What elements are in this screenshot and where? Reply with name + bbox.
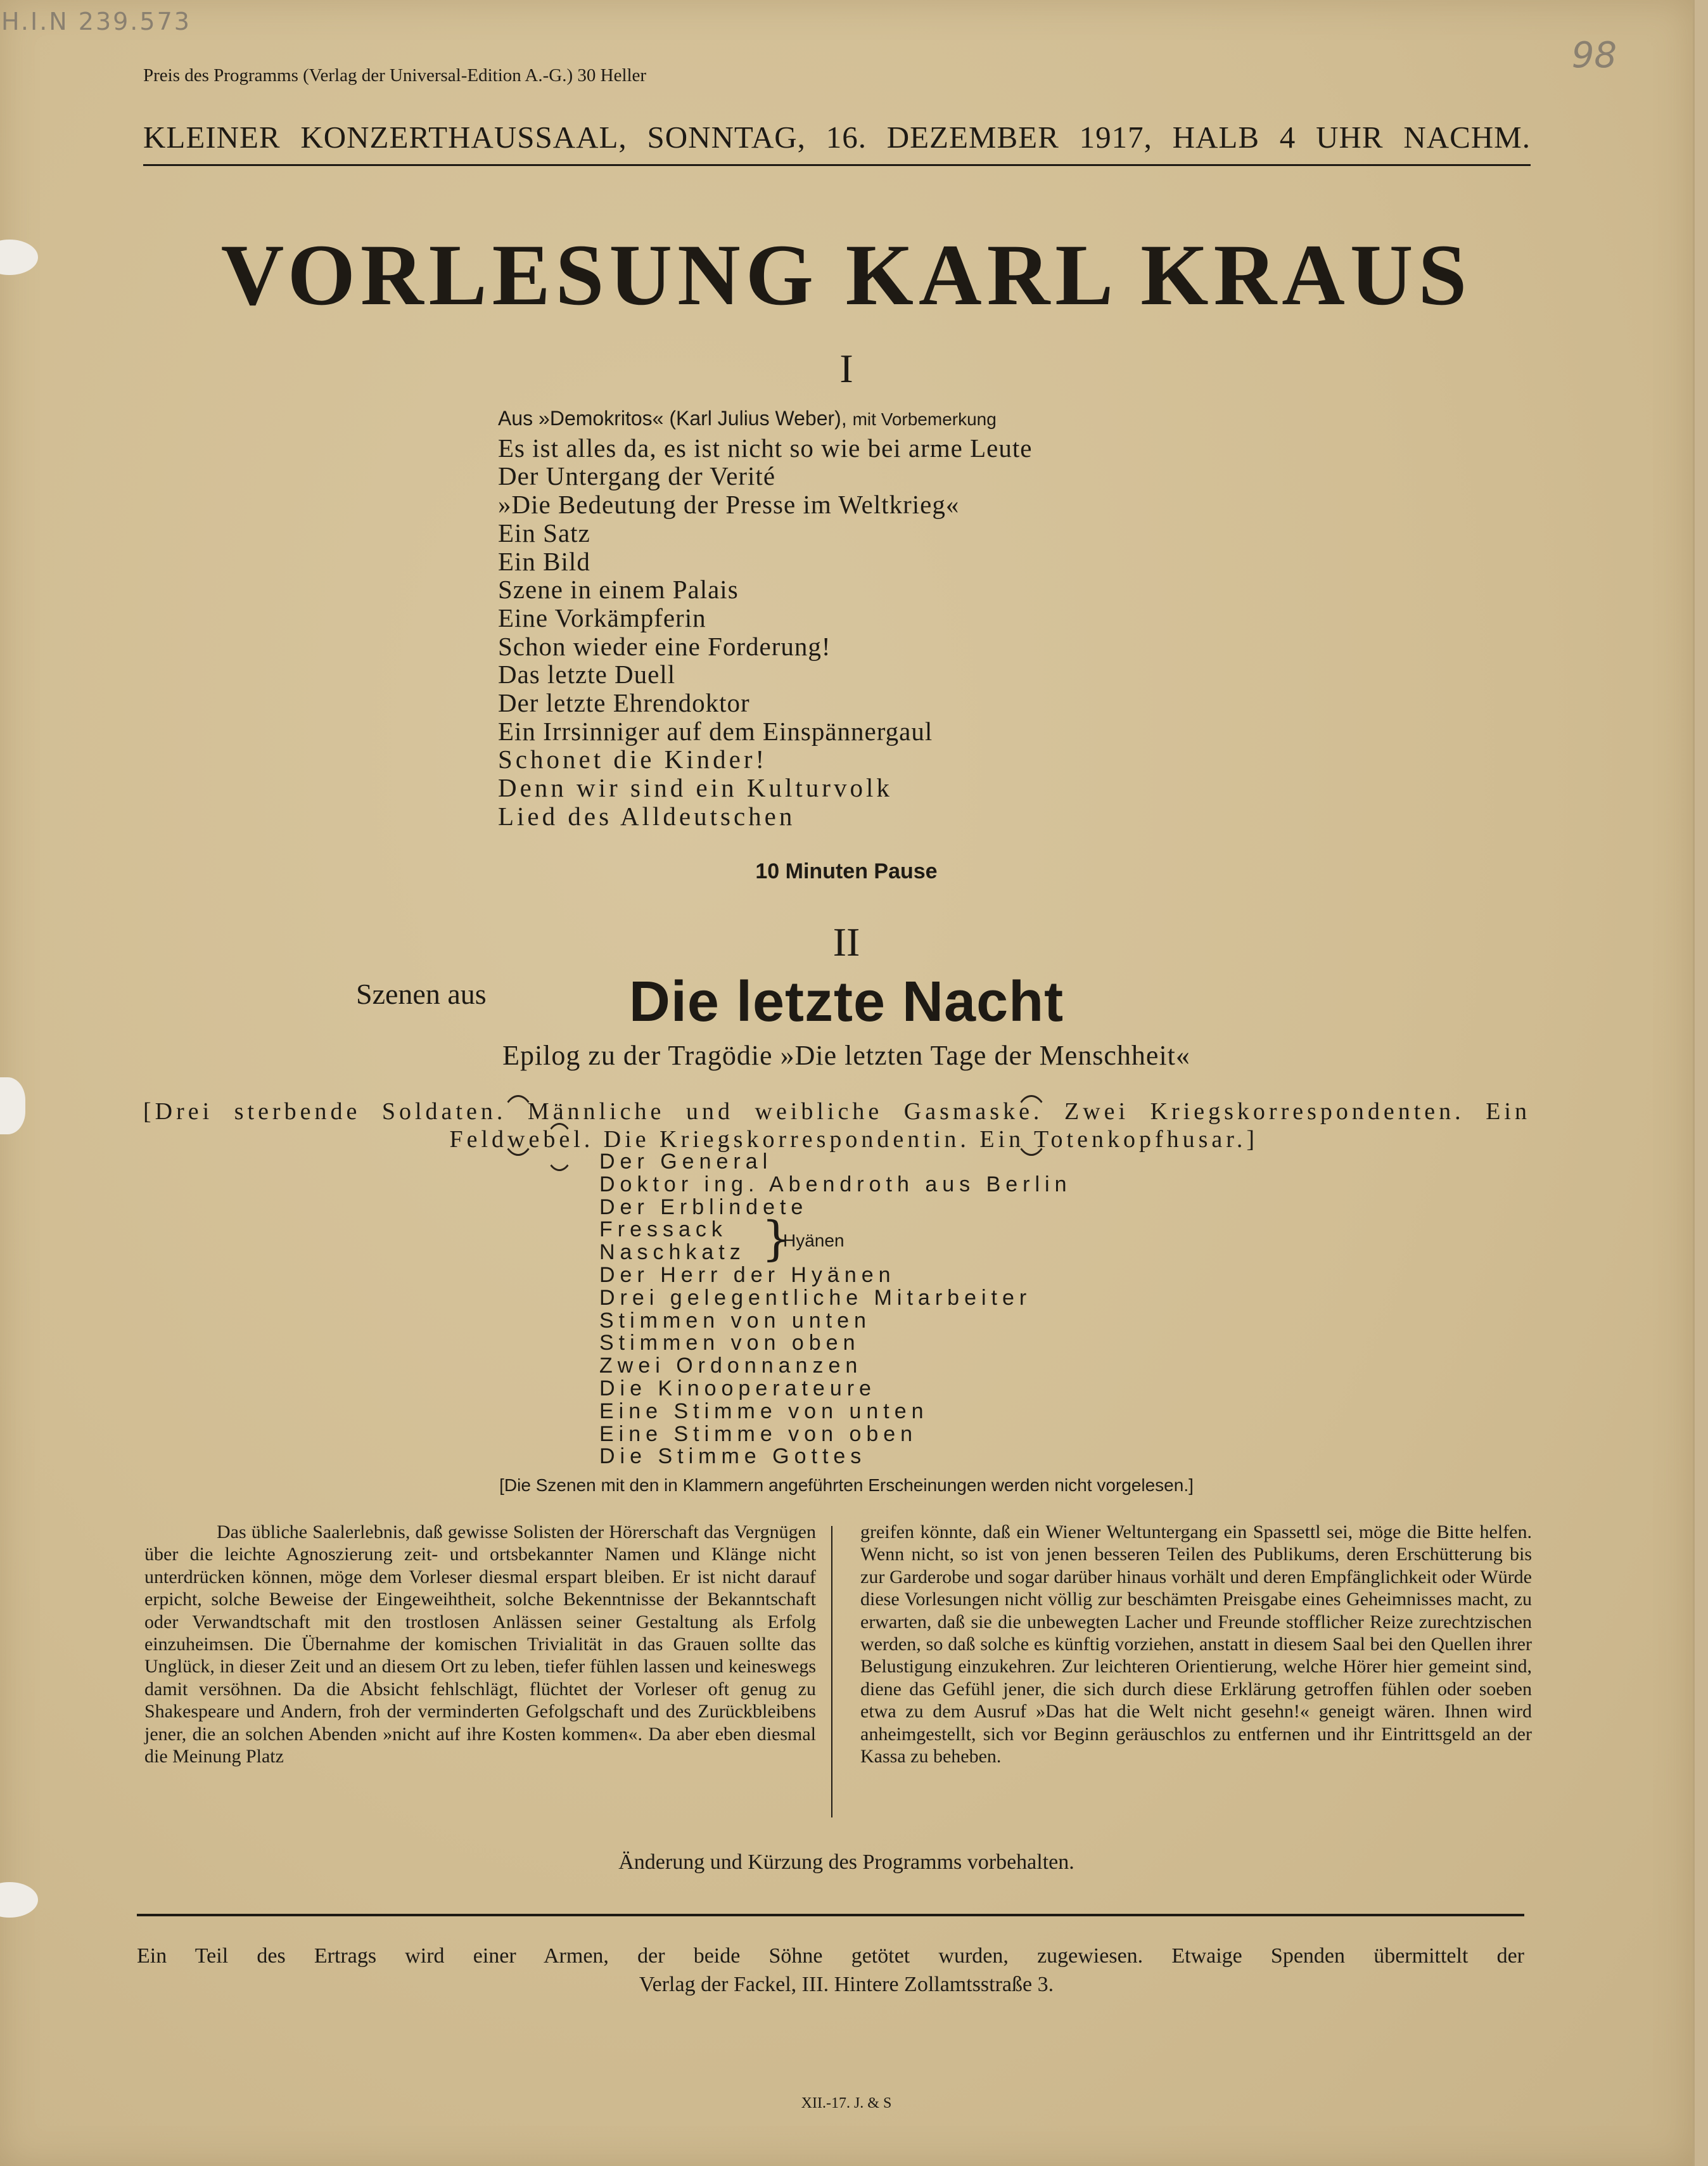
program-item: Denn wir sind ein Kulturvolk <box>498 773 893 803</box>
program-item: Es ist alles da, es ist nicht so wie bei arme Leute <box>498 433 1033 463</box>
cast-item: Eine Stimme von oben <box>599 1421 918 1446</box>
donation-note-line-1: Ein Teil des Ertrags wird einer Armen, der beide Söhne getötet wurden, zugewiesen. Etwaige Spenden übermittelt der <box>137 1944 1524 1968</box>
program-item: »Die Bedeutung der Presse im Weltkrieg« <box>498 490 960 520</box>
page-number: 98 <box>1571 35 1617 76</box>
cast-item: Naschkatz <box>599 1240 746 1265</box>
pen-bracket-mark <box>545 1123 574 1171</box>
audience-notice-left: Das übliche Saalerlebnis, daß gewisse Solisten der Hörerschaft das Vergnügen über die leichte Agnoszierung zeit- und ortsbekannter Namen und Klänge nicht unterdrücken können, möge dem Vorleser diesmal erspart bleiben. Er ist nicht darauf erpicht, solche Beweise der Eingeweihtheit, solche Bekenntnisse der Bekanntschaft oder Verwandtschaft mit den trostlosen Anlässen seiner Gestaltung als Erfolg einzuheimsen. Die Übernahme der komischen Trivialität in das Grauen sollte das Unglück, in dieser Zeit und an diesem Ort zu leben, tiefer fühlen lassen und keineswegs damit versöhnen. Da die Absicht fehlschlägt, flüchtet der Vorleser oft genug zu Shakespeare und Andern, froh der verminderten Gefolgschaft und des Zurückbleibens jener, die an solchen Abenden »nicht auf ihre Kosten kommen«. Da aber eben diesmal die Meinung Platz <box>144 1522 816 1767</box>
cast-item: Der General <box>599 1150 773 1174</box>
brace-icon: } <box>762 1212 792 1266</box>
omitted-characters-line-1: [Drei sterbende Soldaten. Männliche und weibliche Gasmaske. Zwei Kriegskorrespondenten. Ein <box>143 1098 1531 1125</box>
page-title: VORLESUNG KARL KRAUS <box>220 226 1472 323</box>
program-item: Der letzte Ehrendoktor <box>498 688 750 718</box>
archive-mark: H.I.N 239.573 <box>1 8 191 35</box>
cast-item: Doktor ing. Abendroth aus Berlin <box>599 1172 1072 1196</box>
venue-line: KLEINER KONZERTHAUSSAAL, SONNTAG, 16. DEZEMBER 1917, HALB 4 UHR NACHM. <box>143 120 1531 155</box>
torn-edge <box>0 1077 25 1134</box>
top-rule <box>143 164 1531 166</box>
cast-item: Stimmen von oben <box>599 1331 860 1355</box>
part-one-numeral: I <box>839 346 853 391</box>
program-item: Aus »Demokritos« (Karl Julius Weber), mit Vorbemerkung <box>498 407 997 430</box>
punch-hole <box>0 1882 38 1918</box>
cast-item: Fressack <box>599 1217 727 1242</box>
omission-note: [Die Szenen mit den in Klammern angeführten Erscheinungen werden nicht vorgelesen.] <box>499 1475 1194 1495</box>
bottom-rule <box>137 1914 1524 1916</box>
program-item: Der Untergang der Verité <box>498 461 776 491</box>
program-item: Ein Irrsinniger auf dem Einspännergaul <box>498 716 933 746</box>
intermission-note: 10 Minuten Pause <box>755 859 938 883</box>
scenes-prefix: Szenen aus <box>356 978 487 1010</box>
program-item: Das letzte Duell <box>498 660 676 689</box>
audience-notice-right: greifen könnte, daß ein Wiener Weltuntergang ein Spassettl sei, möge die Bitte helfen. Wenn nicht, so ist von jenen besseren Teilen des Publikums, deren Erschütterung bis zur Garderobe und sogar darüber hinaus vorhält und deren Empfänglichkeit oder Würde diese Vorlesungen nicht völlig zur beschämten Preisgabe eines Geheimnisses macht, zu erwarten, daß sie die unbewegten Lacher und Freunde stofflicher Reize zurechtzischen werden, so daß solche es künftig vorziehen, anstatt in diesem Saal bei den Quellen ihrer Belustigung einzukehren. Zur leichteren Orientierung, welche Hörer hier gemeint sind, diene das Gefühl jener, die sich durch diese Erklärung getroffen fühlen oder soeben etwa zu dem Ausruf »Das hat die Welt nicht gesehn!« geneigt wären. Ihnen wird anheimgestellt, sich vor Beginn geräuschlos zu entfernen und ihr Eintrittsgeld an der Kassa zu beheben. <box>860 1522 1532 1767</box>
part-one-program <box>498 404 1032 831</box>
donation-note-line-2: Verlag der Fackel, III. Hintere Zollamtsstraße 3. <box>639 1973 1054 1996</box>
omitted-characters-line-2: Feldwebel. Die Kriegskorrespondentin. Ein Totenkopfhusar.] <box>449 1126 1258 1153</box>
part-two-title: Die letzte Nacht <box>628 970 1064 1034</box>
cast-item: Eine Stimme von unten <box>599 1399 929 1423</box>
program-item: Lied des Alldeutschen <box>498 801 796 831</box>
price-line: Preis des Programms (Verlag der Universal-Edition A.-G.) 30 Heller <box>143 65 647 86</box>
part-two-numeral: II <box>832 920 860 964</box>
program-item: Ein Satz <box>498 518 590 548</box>
cast-item: Die Stimme Gottes <box>599 1444 867 1469</box>
cast-item: Drei gelegentliche Mitarbeiter <box>599 1285 1032 1310</box>
program-change-note: Änderung und Kürzung des Programms vorbehalten. <box>618 1850 1074 1874</box>
cast-item: Stimmen von unten <box>599 1308 871 1333</box>
program-item: Ein Bild <box>498 546 590 576</box>
program-item: Szene in einem Palais <box>498 575 739 605</box>
cast-item: Zwei Ordonnanzen <box>599 1354 863 1378</box>
column-divider <box>831 1526 832 1817</box>
pen-bracket-mark <box>500 1095 536 1156</box>
printer-mark: XII.-17. J. & S <box>801 2095 892 2112</box>
hyaenen-label: Hyänen <box>783 1231 844 1250</box>
program-item: Schonet die Kinder! <box>498 745 768 774</box>
cast-item: Der Erblindete <box>599 1195 808 1219</box>
program-item: Eine Vorkämpferin <box>498 603 706 632</box>
part-two-subtitle: Epilog zu der Tragödie »Die letzten Tage der Menschheit« <box>502 1040 1190 1071</box>
pen-bracket-mark <box>1014 1095 1049 1156</box>
cast-item: Die Kinooperateure <box>599 1376 876 1400</box>
program-item: Schon wieder eine Forderung! <box>498 631 831 661</box>
cast-list <box>599 1151 1072 1468</box>
cast-item: Der Herr der Hyänen <box>599 1262 896 1287</box>
